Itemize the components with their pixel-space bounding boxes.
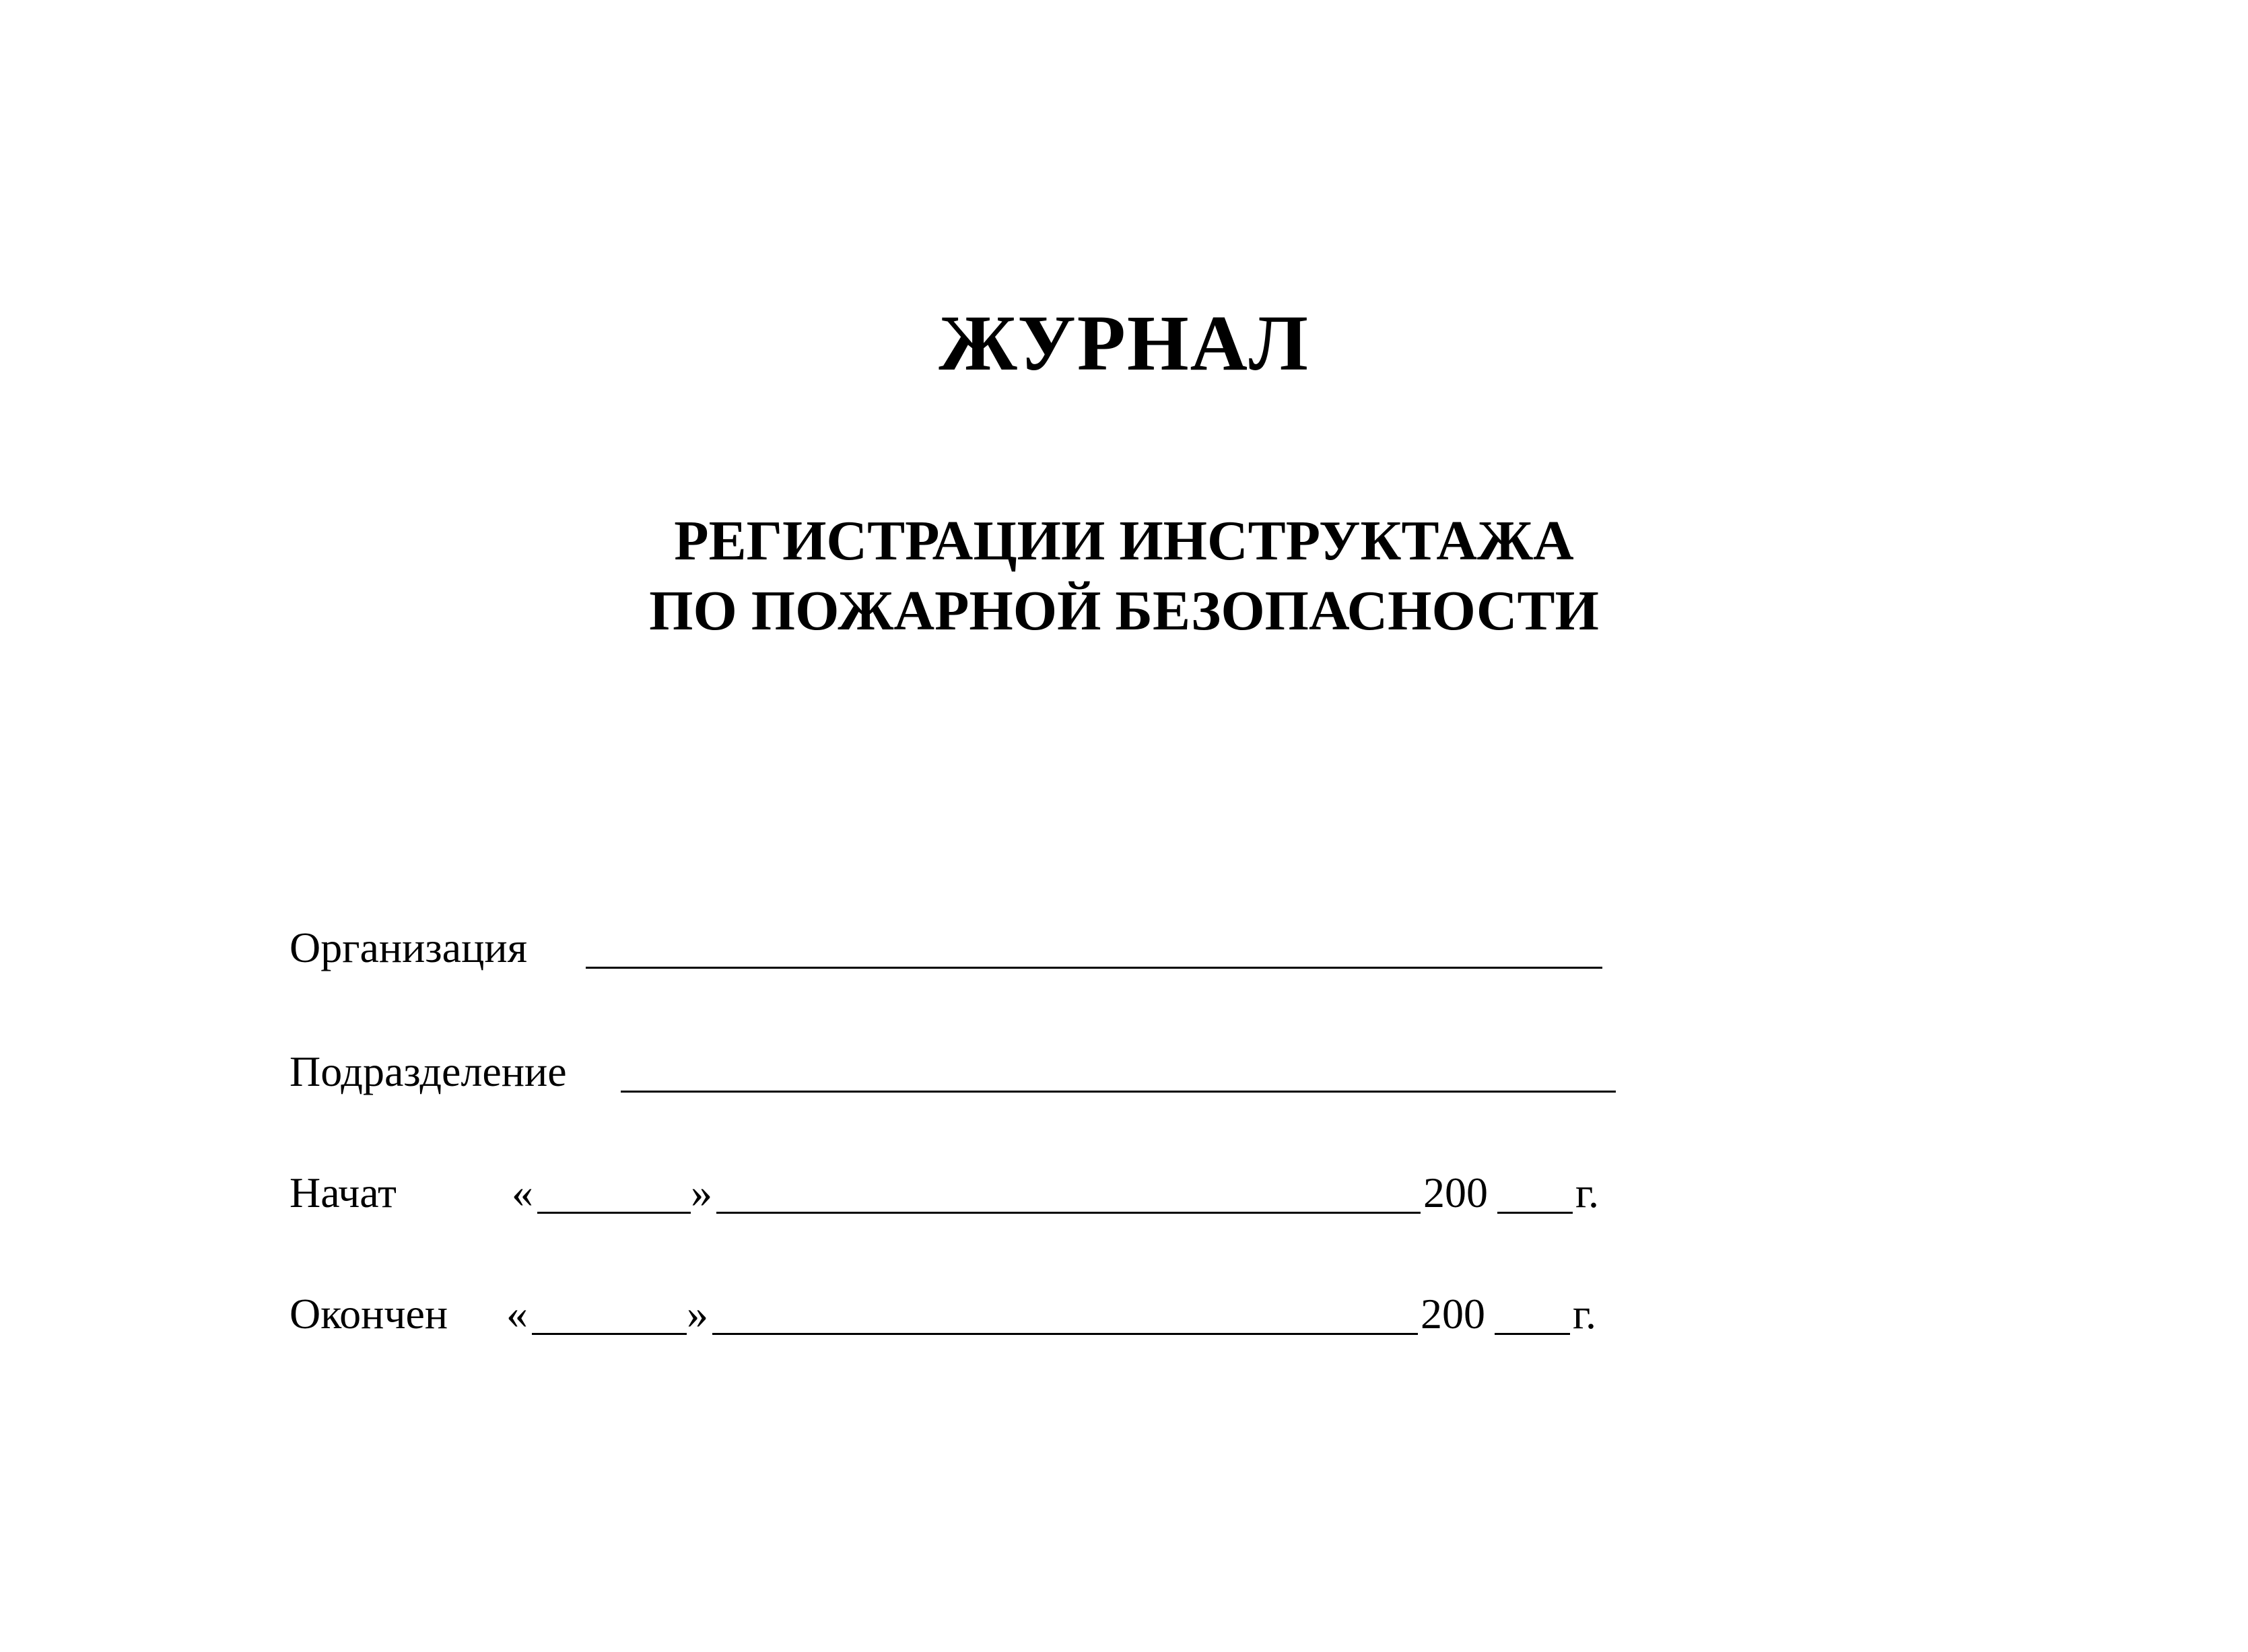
- division-row: [289, 1045, 1636, 1099]
- finished-quote-open: «: [506, 1290, 528, 1338]
- finished-year-field[interactable]: [1495, 1333, 1570, 1335]
- started-quote-open: «: [512, 1169, 533, 1216]
- started-label: Начат: [289, 1169, 397, 1216]
- organization-label: Организация: [289, 924, 527, 971]
- organization-row: [289, 921, 1636, 975]
- subtitle-line-1: РЕГИСТРАЦИИ ИНСТРУКТАЖА: [674, 510, 1574, 572]
- started-day-field[interactable]: [537, 1212, 691, 1214]
- finished-row: [289, 1287, 1636, 1341]
- finished-label: Окончен: [289, 1290, 448, 1338]
- started-year-suffix: г.: [1575, 1169, 1600, 1216]
- finished-month-field[interactable]: [712, 1333, 1418, 1335]
- started-quote-close: »: [691, 1169, 712, 1216]
- finished-year-suffix: г.: [1573, 1290, 1597, 1338]
- finished-year-prefix: 200: [1421, 1290, 1485, 1338]
- division-label: Подразделение: [289, 1047, 567, 1095]
- organization-field[interactable]: [586, 967, 1602, 969]
- started-row: [289, 1166, 1636, 1220]
- subtitle-line-2: ПО ПОЖАРНОЙ БЕЗОПАСНОСТИ: [649, 580, 1599, 642]
- finished-day-field[interactable]: [532, 1333, 687, 1335]
- document-subtitle: [0, 506, 2248, 646]
- started-year-field[interactable]: [1497, 1212, 1573, 1214]
- document-title: ЖУРНАЛ: [939, 299, 1309, 387]
- started-year-prefix: 200: [1423, 1169, 1488, 1216]
- division-field[interactable]: [621, 1091, 1616, 1093]
- finished-quote-close: »: [687, 1290, 708, 1338]
- started-month-field[interactable]: [716, 1212, 1421, 1214]
